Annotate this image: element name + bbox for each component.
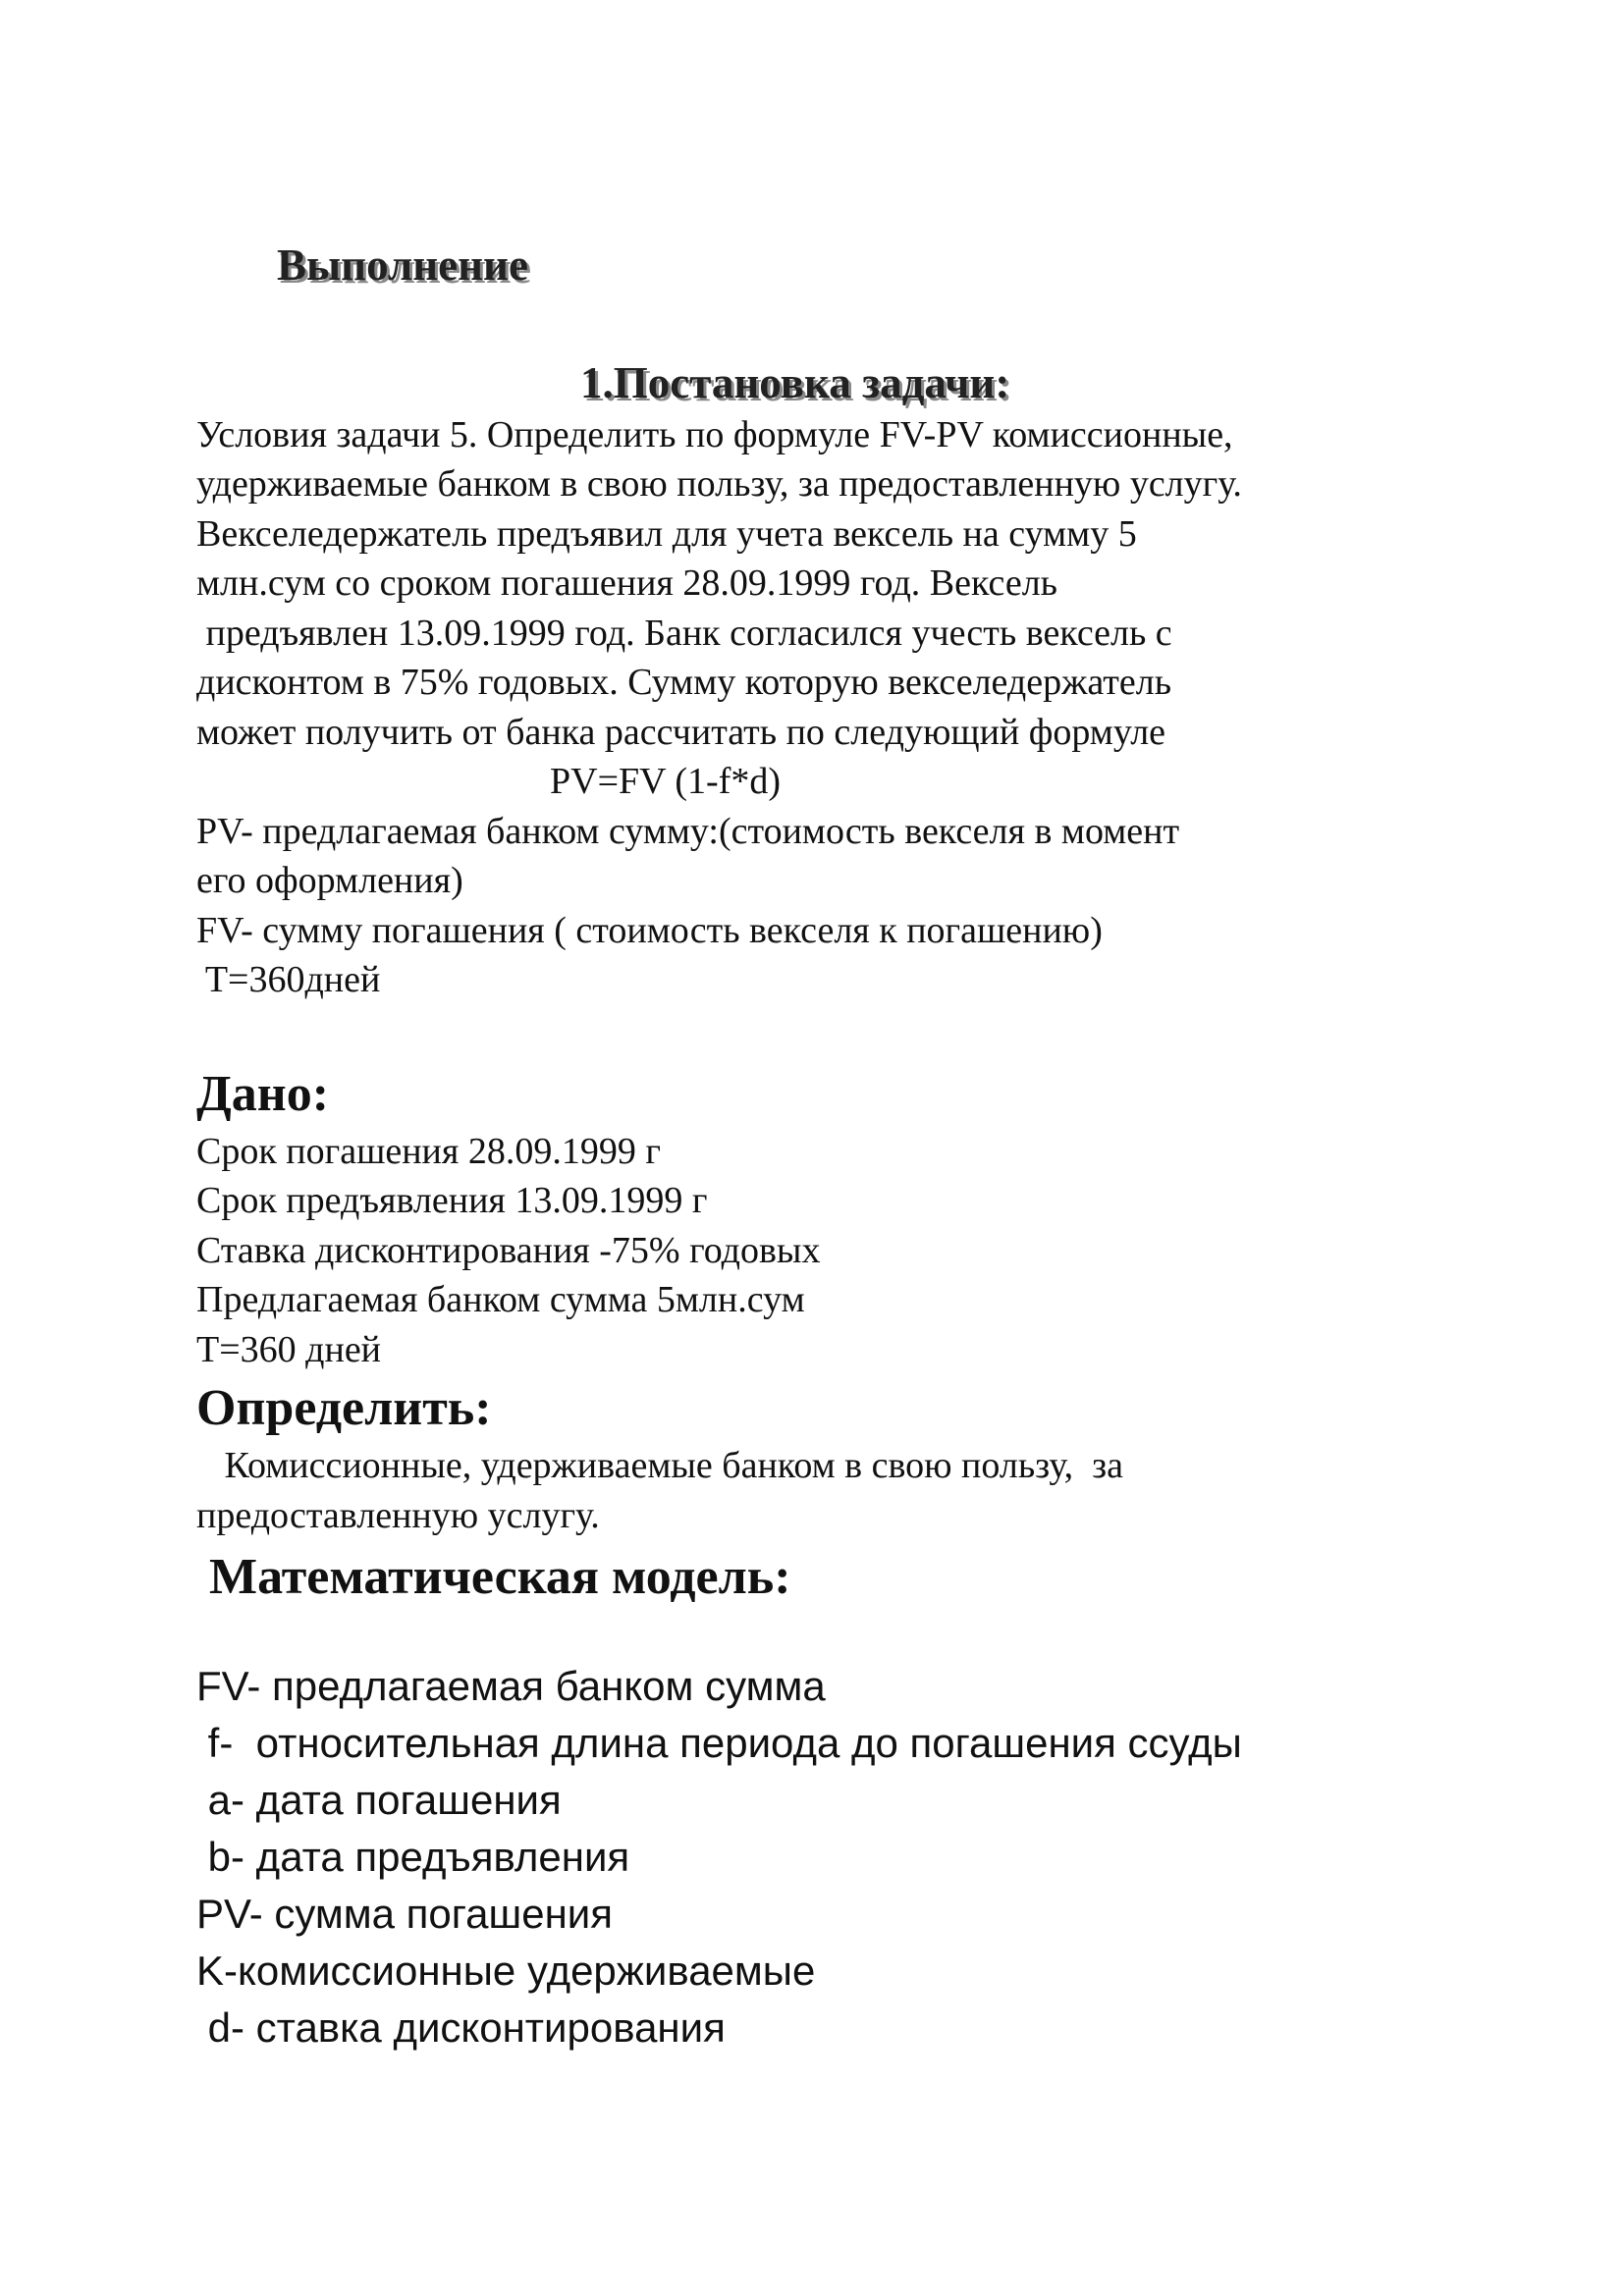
model-heading: Математическая модель:	[196, 1549, 791, 1605]
section-title: 1.Постановка задачи:	[580, 358, 1010, 407]
condition-line: предъявлен 13.09.1999 год. Банк согласился учесть вексель с	[196, 613, 1172, 654]
determine-heading: Определить:	[196, 1380, 492, 1436]
condition-line: дисконтом в 75% годовых. Сумму которую векселедержатель	[196, 662, 1172, 703]
condition-line: млн.сум со сроком погашения 28.09.1999 год. Вексель	[196, 562, 1058, 604]
given-item: Предлагаемая банком сумма 5млн.сум	[196, 1279, 805, 1320]
condition-line: T=360дней	[196, 959, 381, 1000]
model-item: K-комиссионные удерживаемые	[196, 1948, 816, 1994]
given-heading: Дано:	[196, 1066, 330, 1122]
given-item: Срок погашения 28.09.1999 г	[196, 1131, 661, 1172]
condition-line: его оформления)	[196, 860, 463, 901]
condition-line: Условия задачи 5. Определить по формуле FV-PV комиссионные,	[196, 414, 1233, 455]
given-item: Срок предъявления 13.09.1999 г	[196, 1180, 708, 1221]
main-title: Выполнение	[277, 240, 528, 290]
condition-line: может получить от банка рассчитать по следующий формуле	[196, 712, 1166, 753]
condition-line: удерживаемые банком в свою пользу, за предоставленную услугу.	[196, 463, 1242, 505]
formula: PV=FV (1-f*d)	[550, 761, 782, 802]
determine-line: предоставленную услугу.	[196, 1495, 600, 1536]
model-item: f- относительная длина периода до погашения ссуды	[196, 1720, 1242, 1766]
condition-line: PV- предлагаемая банком сумму:(стоимость векселя в момент	[196, 811, 1180, 852]
condition-line: FV- сумму погашения ( стоимость векселя к погашению)	[196, 910, 1103, 951]
model-item: a- дата погашения	[196, 1777, 562, 1823]
model-item: b- дата предъявления	[196, 1834, 630, 1880]
model-item: d- ставка дисконтирования	[196, 2004, 726, 2051]
model-item: FV- предлагаемая банком сумма	[196, 1663, 826, 1709]
given-item: Ставка дисконтирования -75% годовых	[196, 1230, 821, 1271]
given-item: T=360 дней	[196, 1329, 382, 1370]
determine-line: Комиссионные, удерживаемые банком в свою пользу, за	[196, 1445, 1123, 1486]
condition-line: Векселедержатель предъявил для учета вексель на сумму 5	[196, 513, 1137, 555]
model-item: PV- сумма погашения	[196, 1891, 613, 1937]
